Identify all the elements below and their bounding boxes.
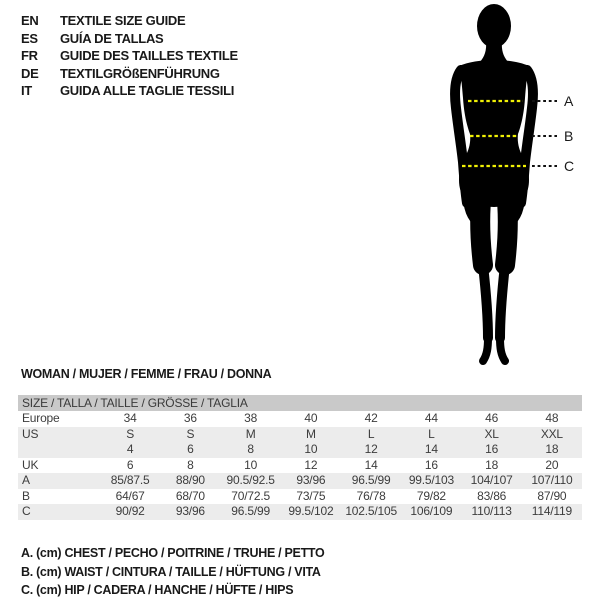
table-cell: 8 bbox=[187, 457, 194, 472]
language-code: EN bbox=[21, 13, 39, 28]
table-cell: 46 bbox=[485, 411, 499, 425]
measure-legend bbox=[21, 544, 324, 600]
language-row bbox=[21, 30, 238, 48]
table-row bbox=[18, 458, 582, 474]
table-cell: 90.5/92.5 bbox=[226, 473, 275, 487]
table-row-label: A bbox=[22, 473, 30, 487]
language-code: IT bbox=[21, 83, 32, 99]
table-cell: S bbox=[126, 426, 135, 441]
size-table bbox=[18, 395, 582, 520]
table-row-label: B bbox=[22, 488, 30, 503]
section-title: WOMAN / MUJER / FEMME / FRAU / DONNA bbox=[21, 367, 272, 381]
language-title: TEXTILE SIZE GUIDE bbox=[60, 13, 186, 28]
measure-label-A: A bbox=[564, 93, 574, 109]
table-row-label bbox=[18, 442, 100, 458]
legend-line: B. (cm) WAIST / CINTURA / TAILLE / HÜFTUNG / VITA bbox=[21, 564, 321, 579]
table-cell: 18 bbox=[485, 457, 499, 472]
table-row-label: C bbox=[22, 504, 31, 518]
table-cell: 87/90 bbox=[537, 488, 567, 503]
table-cell: XXL bbox=[540, 426, 563, 441]
table-row-label: Europe bbox=[22, 411, 60, 425]
table-cell: 70/72.5 bbox=[231, 488, 270, 503]
table-cell: 106/109 bbox=[410, 504, 453, 518]
language-code: FR bbox=[21, 48, 38, 64]
measure-label-B: B bbox=[564, 128, 574, 144]
table-cell: 42 bbox=[364, 411, 378, 425]
table-cell: 99.5/102 bbox=[288, 504, 334, 518]
table-row bbox=[18, 489, 582, 505]
language-code: ES bbox=[21, 30, 38, 46]
table-cell: XL bbox=[484, 426, 499, 441]
table-cell: 110/113 bbox=[471, 504, 512, 518]
table-cell: 88/90 bbox=[175, 473, 205, 487]
language-row bbox=[21, 12, 238, 30]
table-cell: 96.5/99 bbox=[231, 504, 270, 518]
table-cell: 8 bbox=[247, 442, 254, 456]
language-row bbox=[21, 47, 238, 65]
table-cell: 93/96 bbox=[175, 504, 205, 518]
language-code: DE bbox=[21, 65, 39, 81]
table-row-label: UK bbox=[22, 457, 39, 472]
language-title: GUÍA DE TALLAS bbox=[60, 30, 164, 46]
table-row bbox=[18, 504, 582, 520]
table-cell: 12 bbox=[304, 457, 318, 472]
silhouette-legs bbox=[480, 192, 508, 361]
table-cell: 64/67 bbox=[115, 488, 145, 503]
table-cell: L bbox=[428, 426, 435, 441]
size-table-header: SIZE / TALLA / TAILLE / GRÖSSE / TAGLIA bbox=[18, 395, 582, 411]
table-cell: 114/119 bbox=[531, 504, 572, 518]
table-cell: 18 bbox=[545, 442, 559, 456]
table-cell: 40 bbox=[304, 411, 318, 425]
table-cell: 34 bbox=[123, 411, 137, 425]
table-cell: 14 bbox=[424, 442, 438, 456]
language-row bbox=[21, 65, 238, 83]
legend-line: A. (cm) CHEST / PECHO / POITRINE / TRUHE / PETTO bbox=[21, 546, 325, 560]
measure-label-C: C bbox=[564, 158, 575, 174]
table-cell: 36 bbox=[183, 411, 197, 425]
table-cell: 85/87.5 bbox=[110, 473, 150, 487]
table-cell: 12 bbox=[364, 442, 378, 456]
table-row bbox=[18, 427, 582, 443]
table-row bbox=[18, 442, 582, 458]
language-row bbox=[21, 82, 238, 100]
table-cell: S bbox=[186, 426, 195, 441]
table-cell: 102.5/105 bbox=[345, 504, 397, 518]
table-cell: M bbox=[245, 426, 256, 441]
table-cell: 96.5/99 bbox=[351, 473, 391, 487]
table-cell: 83/86 bbox=[477, 488, 507, 503]
legend-line: C. (cm) HIP / CADERA / HANCHE / HÜFTE / HIPS bbox=[21, 583, 294, 597]
table-cell: 38 bbox=[244, 411, 258, 425]
table-cell: 104/107 bbox=[470, 473, 513, 487]
table-cell: 73/75 bbox=[296, 488, 326, 503]
table-cell: 6 bbox=[126, 457, 134, 472]
table-cell: 10 bbox=[304, 442, 318, 456]
table-cell: 14 bbox=[364, 457, 378, 472]
table-cell: 107/110 bbox=[531, 473, 573, 487]
woman-silhouette-icon bbox=[430, 0, 600, 370]
table-cell: 20 bbox=[545, 457, 559, 472]
language-title-list bbox=[21, 12, 238, 100]
language-title: GUIDE DES TAILLES TEXTILE bbox=[60, 48, 238, 64]
table-cell: 44 bbox=[424, 411, 438, 425]
table-cell: 16 bbox=[485, 442, 499, 456]
table-row bbox=[18, 473, 582, 489]
table-row-label: US bbox=[22, 426, 39, 441]
table-cell: 99.5/103 bbox=[408, 473, 454, 487]
size-table-body bbox=[18, 411, 582, 520]
table-cell: 68/70 bbox=[175, 488, 205, 503]
woman-silhouette-figure bbox=[430, 0, 600, 370]
table-cell: 10 bbox=[244, 457, 258, 472]
table-cell: 79/82 bbox=[416, 488, 446, 503]
table-cell: M bbox=[305, 426, 316, 441]
table-cell: 93/96 bbox=[296, 473, 326, 487]
table-cell: 4 bbox=[126, 442, 134, 456]
table-cell: 16 bbox=[424, 457, 438, 472]
table-cell: 90/92 bbox=[115, 504, 145, 518]
table-cell: 48 bbox=[545, 411, 559, 425]
table-cell: L bbox=[367, 426, 375, 441]
language-title: GUIDA ALLE TAGLIE TESSILI bbox=[60, 83, 235, 99]
language-title: TEXTILGRÖßENFÜHRUNG bbox=[60, 65, 220, 81]
table-cell: 76/78 bbox=[356, 488, 386, 503]
table-cell: 6 bbox=[187, 442, 194, 456]
table-row bbox=[18, 411, 582, 427]
